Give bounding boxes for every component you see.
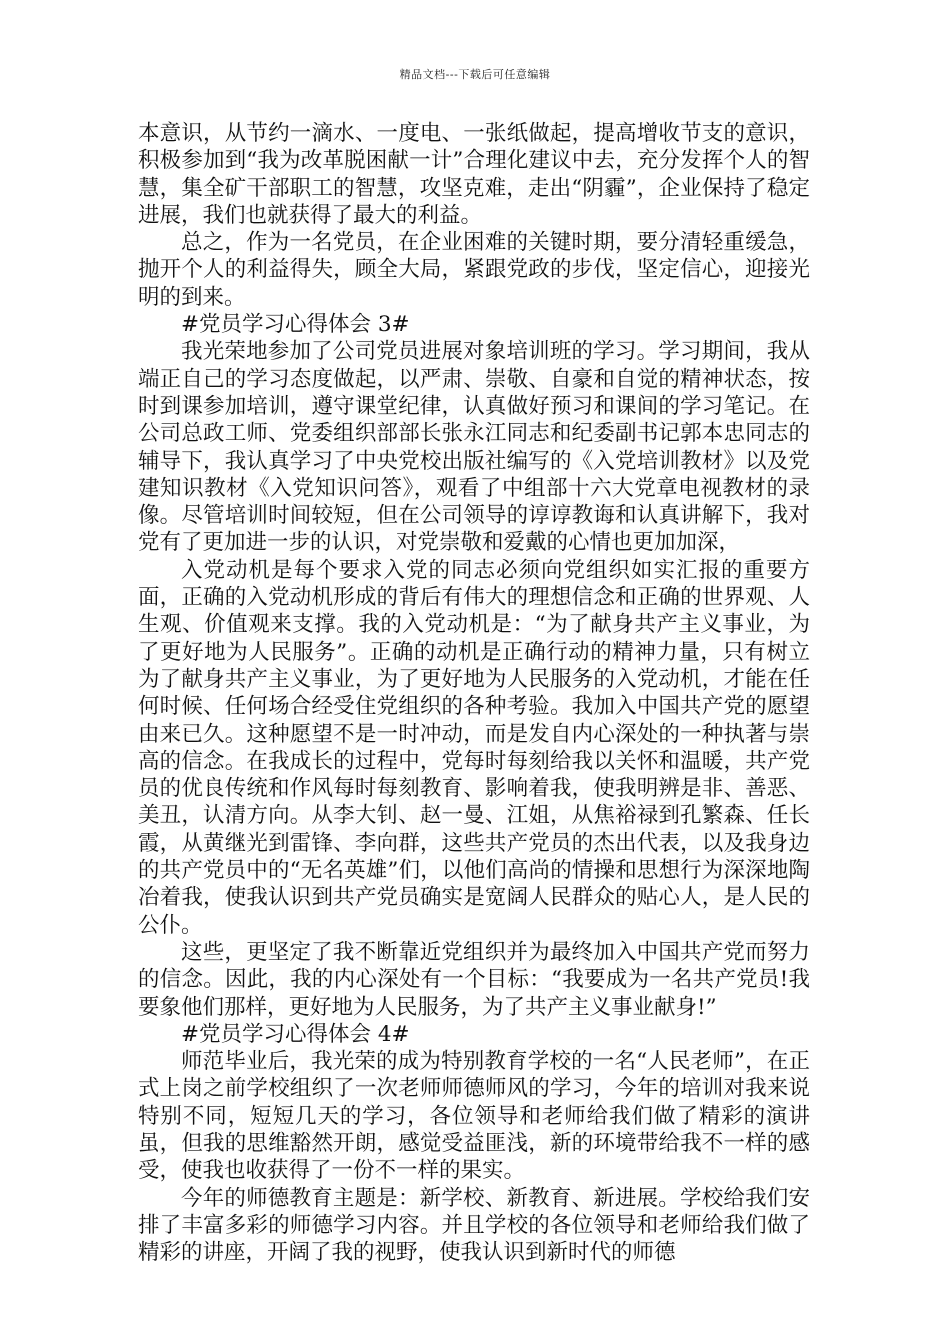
paragraph-2: 总之，作为一名党员，在企业困难的关键时期，要分清轻重缓急，抛开个人的利益得失，顾全大局，紧跟党政的步伐，坚定信心，迎接光明的到来。 xyxy=(138,230,810,310)
section-heading-4: #党员学习心得体会 4# xyxy=(181,1021,410,1047)
paragraph-3: 我光荣地参加了公司党员进展对象培训班的学习。学习期间，我从端正自己的学习态度做起，以严肃、崇敬、自豪和自觉的精神状态，按时到课参加培训，遵守课堂纪律，认真做好预习和课间的学习笔记。在公司总政工师、党委组织部部长张永江同志和纪委副书记郭本忠同志的辅导下，我认真学习了中央党校出版社编写的《入党培训教材》以及党建知识教材《入党知识问答》，观看了中组部十六大党章电视教材的录像。尽管培训时间较短，但在公司领导的谆谆教诲和认真讲解下，我对党有了更加进一步的认识，对党崇敬和爱戴的心情也更加加深， xyxy=(138,339,810,556)
section-heading-3: #党员学习心得体会 3# xyxy=(181,312,410,338)
paragraph-5: 这些，更坚定了我不断靠近党组织并为最终加入中国共产党而努力的信念。因此，我的内心深处有一个目标：“我要成为一名共产党员!我要象他们那样，更好地为人民服务，为了共产主义事业献身!” xyxy=(138,939,810,1020)
paragraph-7: 今年的师德教育主题是：新学校、新教育、新进展。学校给我们安排了丰富多彩的师德学习内容。并且学校的各位领导和老师给我们做了精彩的讲座，开阔了我的视野，使我认识到新时代的师德 xyxy=(138,1185,810,1266)
paragraph-4: 入党动机是每个要求入党的同志必须向党组织如实汇报的重要方面，正确的入党动机形成的背后有伟大的理想信念和正确的世界观、人生观、价值观来支撑。我的入党动机是：“为了献身共产主义事业，为了更好地为人民服务”。正确的动机是正确行动的精神力量，只有树立为了献身共产主义事业，为了更好地为人民服务的入党动机，才能在任何时候、任何场合经受住党组织的各种考验。我加入中国共产党的愿望由来已久。这种愿望不是一时冲动，而是发自内心深处的一种执著与崇高的信念。在我成长的过程中，党每时每刻给我以关怀和温暖，共产党员的优良传统和作风每时每刻教育、影响着我，使我明辨是非、善恶、美丑，认清方向。从李大钊、赵一曼、江姐，从焦裕禄到孔繁森、任长霞，从黄继光到雷锋、李向群，这些共产党员的杰出代表，以及我身边的共产党员中的“无名英雄”们，以他们高尚的情操和思想行为深深地陶冶着我，使我认识到共产党员确实是宽阔人民群众的贴心人，是人民的公仆。 xyxy=(138,557,810,938)
document-body xyxy=(138,120,810,1266)
paragraph-6: 师范毕业后，我光荣的成为特别教育学校的一名“人民老师”，在正式上岗之前学校组织了一次老师师德师风的学习，今年的培训对我来说特别不同，短短几天的学习，各位领导和老师给我们做了精彩的演讲虽，但我的思维豁然开朗，感觉受益匪浅，新的环境带给我不一样的感受，使我也收获得了一份不一样的果实。 xyxy=(138,1049,810,1184)
paragraph-1: 本意识，从节约一滴水、一度电、一张纸做起，提高增收节支的意识，积极参加到“我为改革脱困献一计”合理化建议中去，充分发挥个人的智慧，集全矿干部职工的智慧，攻坚克难，走出“阴霾”，企业保持了稳定进展，我们也就获得了最大的利益。 xyxy=(138,121,810,228)
page-header: 精品文档---下载后可任意编辑 xyxy=(399,68,551,81)
